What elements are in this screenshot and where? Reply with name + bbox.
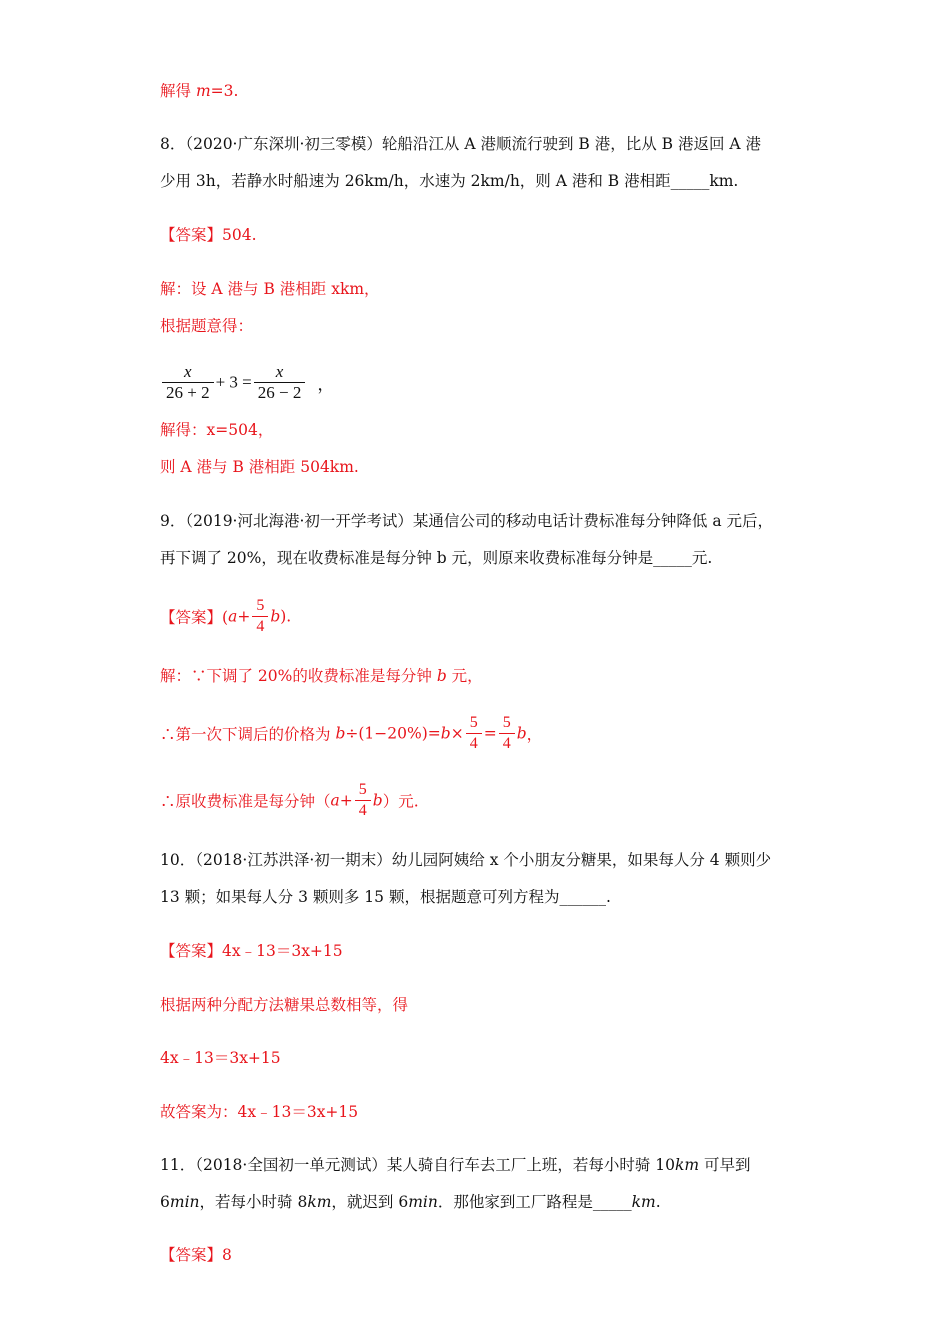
q9-sol2-fraction-2: $\frac{5}{4}$ [499, 713, 515, 754]
q9-question-line-2: 再下调了 20%，现在收费标准是每分钟 b 元，则原来收费标准每分钟是_____元. [160, 549, 713, 567]
q10-question-line-2: 13 颗；如果每人分 3 颗则多 15 颗，根据题意可列方程为______. [160, 888, 611, 906]
q10-answer: 【答案】4x﹣13＝3x+15 [160, 942, 343, 960]
q8-question-line-2: 少用 3h，若静水时船速为 26km/h，水速为 2km/h，则 A 港和 B 港相距_____km. [160, 172, 739, 190]
q9-answer: 【答案】(a+ $\frac{5}{4}$ b). [160, 597, 292, 635]
q8-eq-fraction-right: $\frac{x}{26 - 2}$ [254, 362, 306, 403]
q11-question-line-2: 6min，若每小时骑 8km，就迟到 6min．那他家到工厂路程是_____km. [160, 1193, 661, 1211]
q11-answer: 【答案】8 [160, 1246, 232, 1264]
q10-question-line-1: 10．（2018·江苏洪泽·初一期末）幼儿园阿姨给 x 个小朋友分糖果，如果每人分 4 颗则少 [160, 851, 772, 869]
q10-solution-line-3: 故答案为：4x﹣13＝3x+15 [160, 1103, 359, 1121]
q9-sol2-fraction-1: $\frac{5}{4}$ [466, 713, 482, 754]
q9-sol3-fraction: $\frac{5}{4}$ [355, 780, 371, 821]
q8-answer: 【答案】504. [160, 226, 257, 244]
q8-question-line-1: 8．（2020·广东深圳·初三零模）轮船沿江从 A 港顺流行驶到 B 港，比从 B 港返回 A 港 [160, 135, 761, 153]
q8-eq-fraction-left: $\frac{x}{26 + 2}$ [162, 362, 214, 403]
q10-solution-line-2: 4x﹣13＝3x+15 [160, 1049, 281, 1067]
q11-question-line-1: 11．（2018·全国初一单元测试）某人骑自行车去工厂上班，若每小时骑 10km 可早到 [160, 1156, 751, 1174]
q8-solution-line-3: 解得：x=504， [160, 421, 274, 439]
q9-question-line-1: 9．（2019·河北海港·初一开学考试）某通信公司的移动电话计费标准每分钟降低 a 元后， [160, 512, 774, 530]
q8-solution-line-2: 根据题意得： [160, 317, 254, 335]
q9-solution-line-1: 解：∵下调了 20%的收费标准是每分钟 b 元， [160, 667, 483, 685]
q9-solution-line-3: ∴原收费标准是每分钟（a+ $\frac{5}{4}$ b）元. [160, 781, 419, 819]
q8-solution-line-4: 则 A 港与 B 港相距 504km. [160, 458, 359, 476]
q7-solution-result: 解得 m=3. [160, 82, 239, 100]
q8-solution-line-1: 解：设 A 港与 B 港相距 xkm， [160, 280, 380, 298]
q9-answer-fraction: $\frac{5}{4}$ [252, 596, 268, 637]
q10-solution-line-1: 根据两种分配方法糖果总数相等，得 [160, 996, 409, 1014]
q8-equation: $\frac{x}{26 + 2}$ + 3 = $\frac{x}{26 - 2}$ ， [160, 362, 334, 403]
q9-solution-line-2: ∴第一次下调后的价格为 b÷(1−20%)=b× $\frac{5}{4}$ = $\frac{5}{4}$ b， [160, 714, 543, 752]
